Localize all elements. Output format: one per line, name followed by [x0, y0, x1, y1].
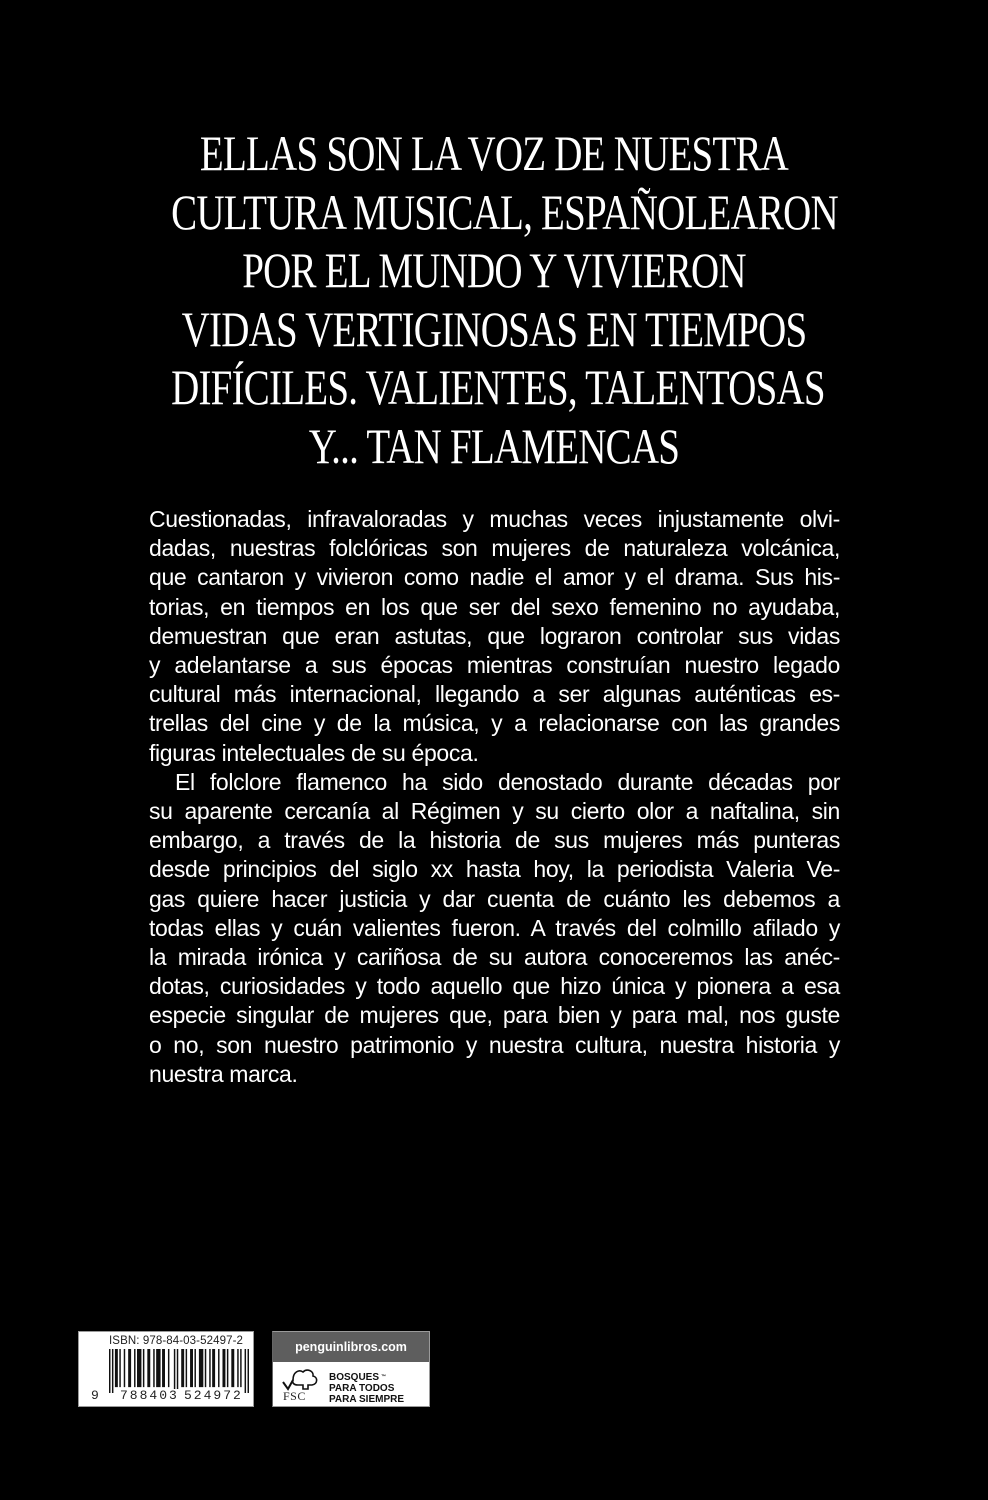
text-line: todas ellas y cuán valientes fueron. A través del colmillo afilado y: [149, 914, 840, 941]
fsc-slogan: [329, 1372, 404, 1405]
text-line: o no, son nuestro patrimonio y nuestra cultura, nuestra historia y: [149, 1031, 840, 1058]
headline-line: Y... TAN FLAMENCAS: [308, 417, 680, 474]
headline-line: POR EL MUNDO Y VIVIERON: [242, 242, 746, 298]
text-line: y adelantarse a sus épocas mientras construían nuestro legado: [149, 652, 840, 679]
headline: [171, 124, 838, 475]
headline-line: ELLAS SON LA VOZ DE NUESTRA: [199, 125, 789, 181]
fsc-slogan-line: PARA TODOS: [329, 1383, 395, 1394]
text-line: gas quiere hacer justicia y dar cuenta de cuánto les debemos a: [149, 885, 840, 912]
text-line: torias, en tiempos en los que ser del sexo femenino no ayudaba,: [149, 593, 840, 620]
text-line: que cantaron y vivieron como nadie el amor y el drama. Sus his-: [149, 564, 840, 591]
barcode-icon: [109, 1349, 249, 1393]
headline-line: DIFÍCILES. VALIENTES, TALENTOSAS: [171, 359, 825, 415]
text-line: la mirada irónica y cariñosa de su autora conoceremos las anéc-: [149, 944, 840, 971]
isbn-label: ISBN: 978-84-03-52497-2: [109, 1335, 243, 1347]
synopsis: [149, 505, 840, 1089]
text-line: nuestra marca.: [149, 1060, 298, 1087]
text-line: dadas, nuestras folclóricas son mujeres de naturaleza volcánica,: [149, 535, 840, 562]
isbn-barcode: [78, 1331, 254, 1407]
barcode-digits-left: 788403: [120, 1388, 179, 1403]
text-line: desde principios del siglo xx hasta hoy, la periodista Valeria Ve-: [149, 856, 840, 883]
text-line: figuras intelectuales de su época.: [149, 739, 479, 766]
text-line: Cuestionadas, infravaloradas y muchas veces injustamente olvi-: [149, 506, 840, 532]
synopsis-paragraph-2: [149, 768, 840, 1089]
trademark-symbol: ™: [381, 1374, 387, 1380]
text-line: su aparente cercanía al Régimen y su cierto olor a naftalina, sin: [149, 798, 840, 825]
text-line: trellas del cine y de la música, y a relacionarse con las grandes: [149, 710, 840, 737]
synopsis-paragraph-1: [149, 505, 840, 768]
text-line: embargo, a través de la historia de sus mujeres más punteras: [149, 827, 840, 854]
fsc-label: FSC: [283, 1389, 306, 1403]
fsc-slogan-line: PARA SIEMPRE: [329, 1394, 405, 1405]
text-line: cultural más internacional, llegando a ser algunas auténticas es-: [149, 681, 840, 708]
fsc-slogan-line: BOSQUES: [329, 1372, 380, 1383]
text-line: El folclore flamenco ha sido denostado durante décadas por: [175, 768, 840, 795]
barcode-digits-right: 524972: [184, 1388, 243, 1403]
text-line: demuestran que eran astutas, que lograron controlar sus vidas: [149, 622, 840, 649]
headline-line: VIDAS VERTIGINOSAS EN TIEMPOS: [181, 300, 807, 357]
publisher-box: [272, 1331, 430, 1407]
text-line: dotas, curiosidades y todo aquello que hizo única y pionera a esa: [149, 973, 840, 1000]
headline-line: CULTURA MUSICAL, ESPAÑOLEARON: [171, 183, 838, 240]
text-line: especie singular de mujeres que, para bien y para mal, nos guste: [149, 1002, 840, 1029]
barcode-digit-first: 9: [91, 1388, 99, 1403]
publisher-website: penguinlibros.com: [273, 1332, 429, 1362]
